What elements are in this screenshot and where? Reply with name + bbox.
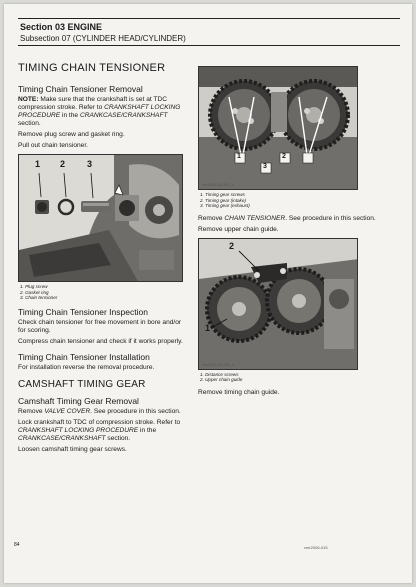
tensioner-illustration bbox=[19, 155, 183, 282]
note-text: in the bbox=[60, 112, 80, 119]
text: in the bbox=[138, 426, 157, 434]
loosen-screws: Loosen camshaft timing gear screws. bbox=[18, 445, 127, 453]
timing-gear-figure bbox=[198, 66, 358, 190]
inspection-text-2: Compress chain tensioner and check if it works properly. bbox=[18, 337, 183, 345]
remove-valve-cover bbox=[18, 408, 190, 416]
callout-1: 1 bbox=[35, 159, 41, 169]
tensioner-heading: TIMING CHAIN TENSIONER bbox=[18, 62, 166, 74]
figure-id: vmr2006-014-021_a bbox=[202, 362, 234, 367]
remove-tensioner-text bbox=[198, 215, 396, 223]
page-number: 84 bbox=[14, 542, 20, 548]
callout-2: 2 bbox=[282, 153, 286, 160]
camshaft-removal-heading: Camshaft Timing Gear Removal bbox=[18, 395, 139, 406]
chain-guide-figure bbox=[198, 238, 358, 370]
crankshaft-locking-link[interactable]: CRANKSHAFT LOCKING PROCEDURE bbox=[18, 426, 139, 434]
installation-text: For installation reverse the removal procedure. bbox=[18, 363, 155, 371]
legend-item: 3. Timing gear (exhaust) bbox=[200, 203, 250, 208]
figure-id: vmr2006-014-020_a bbox=[202, 183, 234, 187]
subsection-title: Subsection 07 (CYLINDER HEAD/CYLINDER) bbox=[20, 34, 186, 43]
timing-gear-illustration bbox=[199, 67, 358, 190]
text: section. bbox=[105, 434, 131, 442]
timing-gear-legend bbox=[200, 192, 396, 209]
text: Remove bbox=[198, 214, 225, 222]
chain-guide-illustration bbox=[199, 239, 358, 370]
legend-item: 2. Upper chain guide bbox=[200, 377, 243, 382]
callout-3: 3 bbox=[87, 159, 93, 169]
legend-item: 1. Timing gear screws bbox=[200, 192, 245, 197]
crankshaft-locking-link[interactable]: CRANKSHAFT LOCKING PROCEDURE bbox=[18, 104, 181, 119]
crankcase-link[interactable]: CRANKCASE/CRANKSHAFT bbox=[79, 112, 168, 119]
note-label: NOTE: bbox=[18, 96, 39, 103]
legend-item: 2. Timing gear (intake) bbox=[200, 197, 246, 203]
chain-tensioner-link[interactable]: CHAIN TENSIONER bbox=[224, 214, 286, 222]
callout-3: 3 bbox=[263, 163, 267, 170]
tensioner-figure bbox=[18, 154, 183, 282]
tensioner-removal-heading: Timing Chain Tensioner Removal bbox=[18, 84, 143, 94]
installation-heading: Timing Chain Tensioner Installation bbox=[18, 351, 150, 362]
legend-item: 2. Gasket ring bbox=[20, 289, 49, 295]
callout-1: 1 bbox=[237, 153, 241, 160]
left-column bbox=[18, 62, 190, 457]
callout-1: 1 bbox=[205, 322, 211, 333]
section-title: Section 03 ENGINE bbox=[20, 22, 103, 32]
valve-cover-link[interactable]: VALVE COVER bbox=[44, 407, 91, 415]
callout-2: 2 bbox=[60, 159, 66, 169]
inspection-text-1: Check chain tensioner for free movement in bore and/or for scoring. bbox=[18, 318, 182, 334]
right-column bbox=[198, 66, 396, 400]
header-rule-bottom bbox=[18, 45, 400, 46]
text: Remove bbox=[18, 407, 45, 415]
inspection-heading: Timing Chain Tensioner Inspection bbox=[18, 306, 148, 317]
lock-crankshaft bbox=[18, 419, 190, 443]
text: Lock crankshaft to TDC of compression stroke. Refer to bbox=[18, 418, 181, 426]
remove-guide-text: Remove upper chain guide. bbox=[198, 225, 279, 233]
manual-page bbox=[4, 4, 412, 583]
legend-item: 1. Distance screws bbox=[200, 371, 239, 377]
header-rule-top bbox=[18, 18, 400, 19]
note-text: Make sure that the crankshaft is set at TDC compression stroke. Refer to bbox=[18, 96, 168, 111]
chain-guide-legend bbox=[200, 372, 396, 383]
tdc-note bbox=[18, 96, 190, 128]
tensioner-legend bbox=[20, 284, 190, 301]
crankcase-link[interactable]: CRANKCASE/CRANKSHAFT bbox=[18, 434, 106, 442]
note-text: section. bbox=[18, 120, 41, 127]
step-plug-screw: Remove plug screw and gasket ring. bbox=[18, 131, 125, 138]
document-id: vmr2006-015 bbox=[304, 545, 328, 550]
step-pull-tensioner: Pull out chain tensioner. bbox=[18, 142, 89, 149]
remove-timing-chain-guide: Remove timing chain guide. bbox=[198, 388, 280, 396]
text: . See procedure in this section. bbox=[90, 407, 181, 415]
figure-id: vmr2006-014-011_a bbox=[22, 275, 54, 279]
callout-2: 2 bbox=[229, 240, 235, 251]
legend-item: 3. Chain tensioner bbox=[20, 295, 58, 300]
text: . See procedure in this section. bbox=[285, 214, 376, 222]
legend-item: 1. Plug screw bbox=[20, 284, 48, 289]
camshaft-heading: CAMSHAFT TIMING GEAR bbox=[18, 378, 146, 390]
